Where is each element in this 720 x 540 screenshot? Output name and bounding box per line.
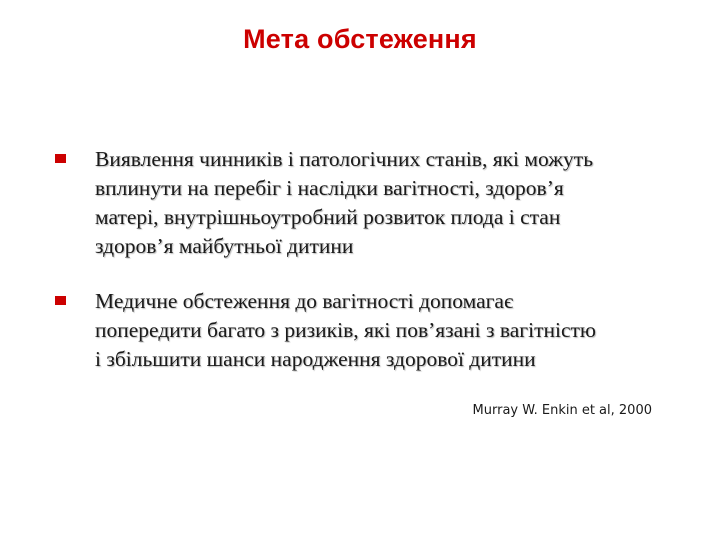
- bullet-text-line: здоров’я майбутньої дитини: [95, 234, 354, 258]
- bullet-square-icon: [55, 296, 66, 305]
- bullet-text-line: Виявлення чинників і патологічних станів, які можуть: [95, 147, 594, 171]
- bullet-text: [95, 287, 675, 374]
- bullet-text: [95, 145, 675, 261]
- bullet-text-line: матері, внутрішньоутробний розвиток плода і стан: [95, 205, 561, 229]
- bullet-text-line: і збільшити шанси народження здорової дитини: [95, 347, 536, 371]
- bullet-text-line: Медичне обстеження до вагітності допомагає: [95, 289, 514, 313]
- slide-title: Мета обстеження: [243, 24, 477, 54]
- citation: Murray W. Enkin et al, 2000: [472, 403, 652, 418]
- bullet-text-line: вплинути на перебіг і наслідки вагітності, здоров’я: [95, 176, 564, 200]
- bullet-text-line: попередити багато з ризиків, які пов’язані з вагітністю: [95, 318, 596, 342]
- bullet-square-icon: [55, 154, 66, 163]
